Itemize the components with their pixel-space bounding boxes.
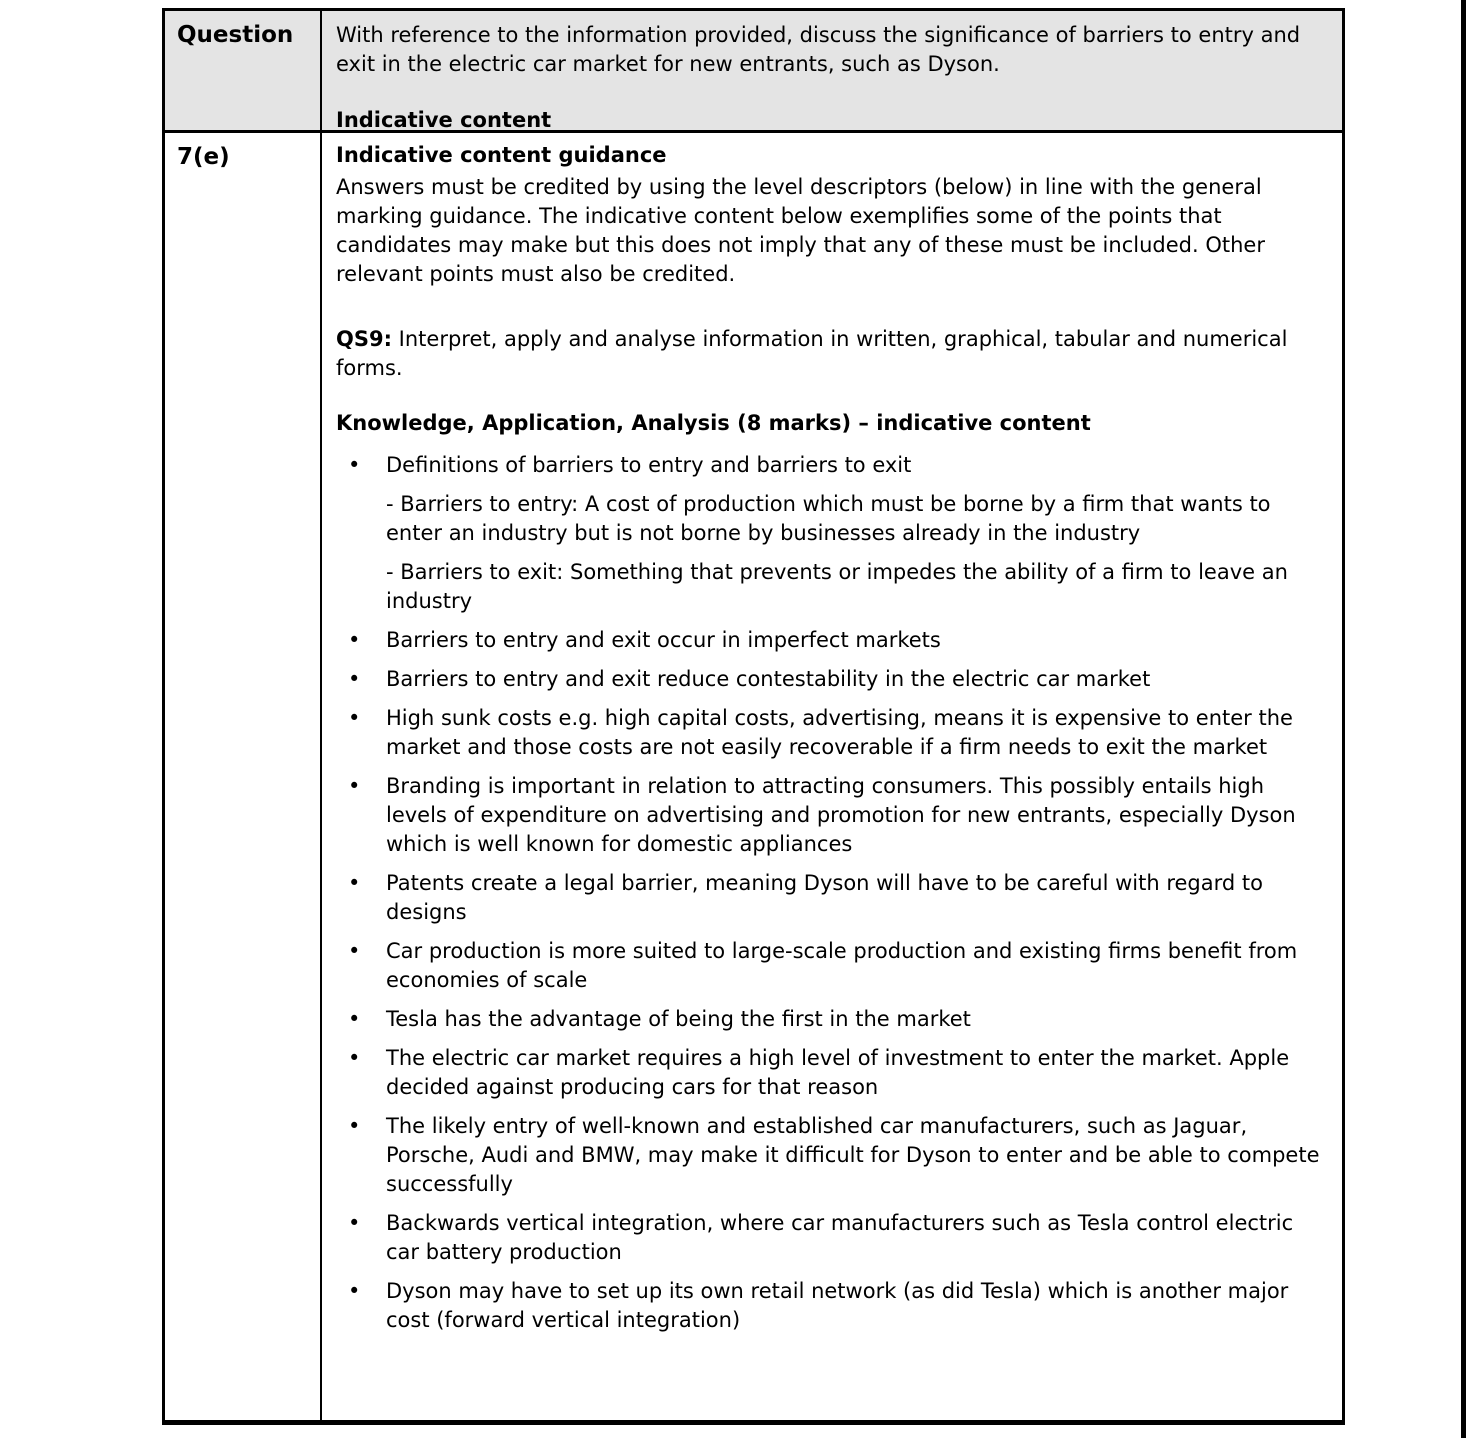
bullet-text: • The electric car market requires a high level of investment to enter the market. Apple decided against producing cars for that reason xyxy=(386,1046,1290,1099)
list-item xyxy=(336,869,1324,927)
question-text-cell xyxy=(322,11,1342,133)
guidance-title: Indicative content guidance xyxy=(336,143,667,167)
list-item xyxy=(336,772,1324,859)
sub-item: - Barriers to entry: A cost of production which must be borne by a firm that wants to enter an industry but is not borne by businesses already in the industry xyxy=(386,492,1271,545)
list-item xyxy=(336,1209,1324,1267)
qs-text: Interpret, apply and analyse information in written, graphical, tabular and numerical forms. xyxy=(336,327,1288,380)
bullet-text: • Barriers to entry and exit occur in imperfect markets xyxy=(386,628,941,652)
list-item xyxy=(336,451,1324,616)
bullet-text: • Barriers to entry and exit reduce contestability in the electric car market xyxy=(386,667,1151,691)
question-text: With reference to the information provided, discuss the significance of barriers to entry and exit in the electric car market for new entrants, such as Dyson. xyxy=(336,23,1301,76)
list-item xyxy=(336,1005,1324,1034)
qs-statement xyxy=(336,325,1324,383)
list-item xyxy=(336,1277,1324,1335)
bullet-text: • Patents create a legal barrier, meaning Dyson will have to be careful with regard to designs xyxy=(386,871,1263,924)
guidance-paragraph: Answers must be credited by using the level descriptors (below) in line with the general marking guidance. The indicative content below exemplifies some of the points that candidates may make but this does not imply that any of these must be included. Other relevant points must also be credited. xyxy=(336,175,1265,286)
question-number-cell xyxy=(165,133,322,1420)
question-header-label: Question xyxy=(177,22,294,48)
bullet-text: • Backwards vertical integration, where car manufacturers such as Tesla control electric car battery production xyxy=(386,1211,1294,1264)
bullet-text: • Tesla has the advantage of being the first in the market xyxy=(386,1007,971,1031)
list-item xyxy=(336,937,1324,995)
bullet-text: • Dyson may have to set up its own retail network (as did Tesla) which is another major cost (forward vertical integration) xyxy=(386,1279,1289,1332)
page-edge-line xyxy=(1461,0,1466,1438)
bullet-text: • High sunk costs e.g. high capital costs, advertising, means it is expensive to enter the market and those costs are not easily recoverable if a firm needs to exit the market xyxy=(386,706,1293,759)
qs-label: QS9: xyxy=(336,327,392,351)
mark-scheme-table xyxy=(162,8,1345,1425)
question-header-cell xyxy=(165,11,322,133)
bullet-text: • Car production is more suited to large-scale production and existing firms benefit from economies of scale xyxy=(386,939,1298,992)
list-item xyxy=(336,704,1324,762)
list-item xyxy=(336,1044,1324,1102)
knowledge-application-analysis-heading: Knowledge, Application, Analysis (8 marks) – indicative content xyxy=(336,411,1091,435)
list-item xyxy=(336,665,1324,694)
indicative-content-cell xyxy=(322,133,1342,1420)
bullet-text: • Branding is important in relation to attracting consumers. This possibly entails high levels of expenditure on advertising and promotion for new entrants, especially Dyson which is well known for domestic appliances xyxy=(386,774,1296,856)
bullet-text: • Definitions of barriers to entry and barriers to exit xyxy=(386,453,912,477)
list-item xyxy=(336,626,1324,655)
sub-item: - Barriers to exit: Something that prevents or impedes the ability of a firm to leave an industry xyxy=(386,560,1288,613)
question-number: 7(e) xyxy=(177,144,230,170)
bullet-text: • The likely entry of well-known and established car manufacturers, such as Jaguar, Porsche, Audi and BMW, may make it difficult for Dyson to enter and be able to compete successfully xyxy=(386,1114,1320,1196)
indicative-content-subheading: Indicative content xyxy=(336,108,552,132)
bullet-list xyxy=(336,451,1324,1335)
list-item xyxy=(336,1112,1324,1199)
